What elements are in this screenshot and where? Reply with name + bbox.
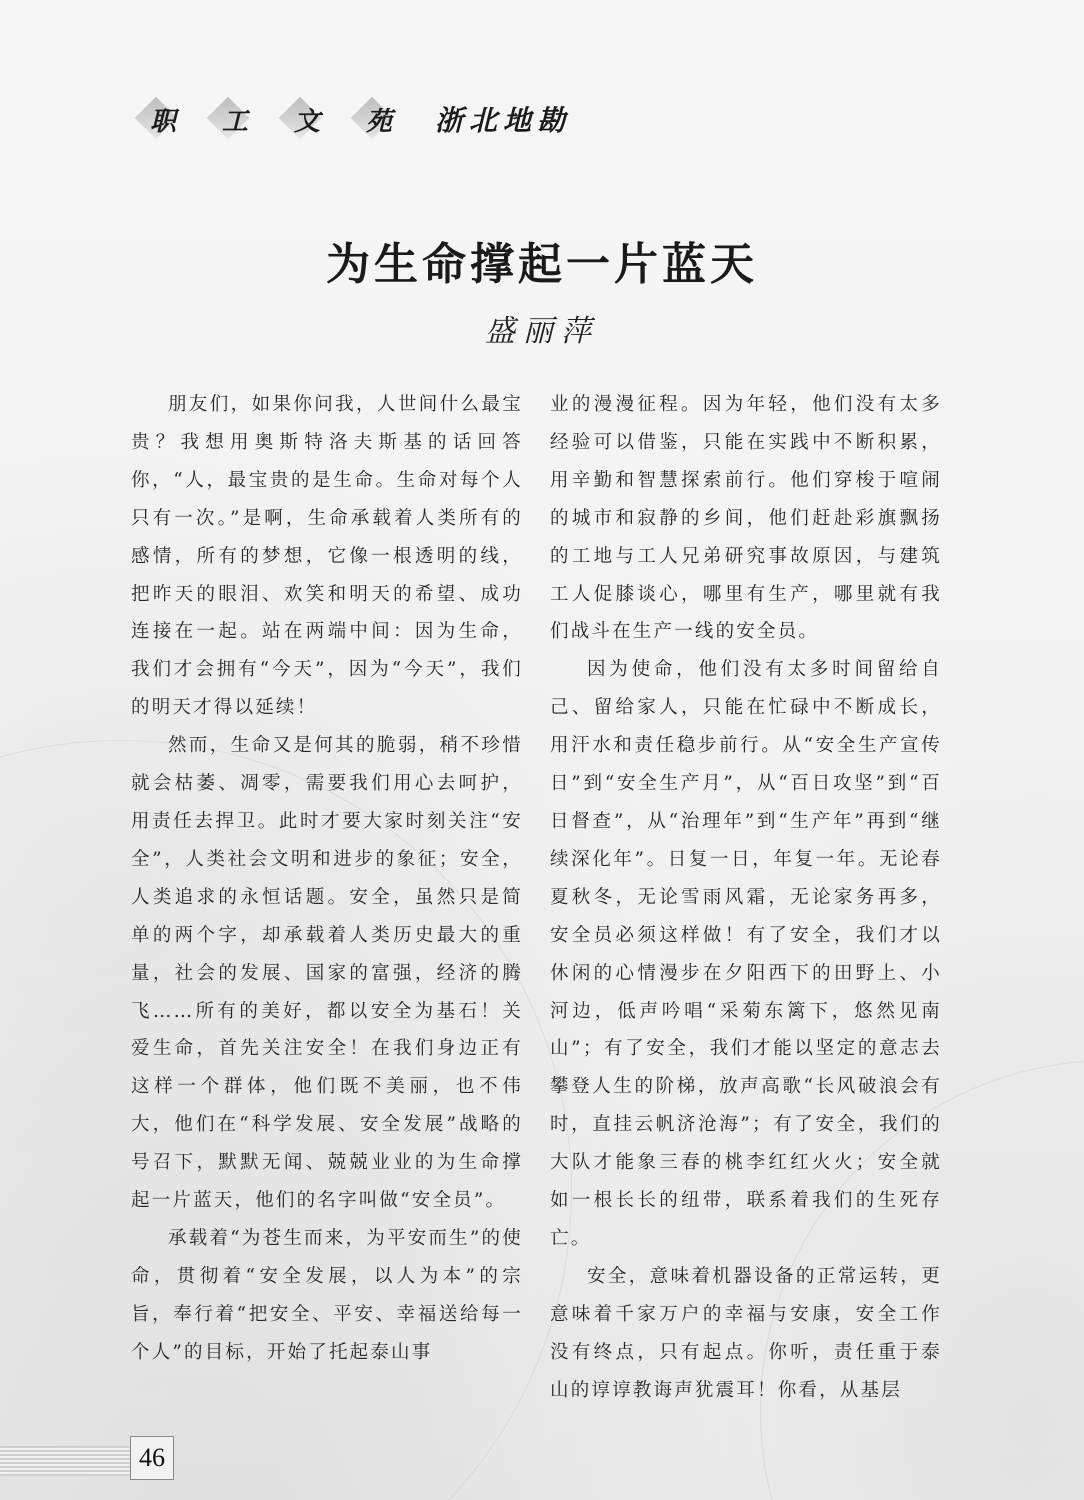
unit-name: 浙北地勘 [435, 104, 572, 137]
column-header-char: 苑 [349, 97, 409, 141]
paragraph: 然而，生命又是何其的脆弱，稍不珍惜就会枯萎、凋零，需要我们用心去呵护，用责任去捍卫。此时才要大家时刻关注“安全”，人类社会文明和进步的象征；安全，人类追求的永恒话题。安全，虽然只是简单的两个字，却承载着人类历史最大的重量，社会的发展、国家的富强，经济的腾飞……所有的美好，都以安全为基石！关爱生命，首先关注安全！在我们身边正有这样一个群体，他们既不美丽，也不伟大，他们在“科学发展、安全发展”战略的号召下，默默无闻、兢兢业业的为生命撑起一片蓝天，他们的名字叫做“安全员”。 [131, 735, 523, 1212]
column-header [133, 96, 571, 142]
article-author: 盛丽萍 [485, 314, 599, 349]
paragraph: 朋友们，如果你问我，人世间什么最宝贵？我想用奥斯特洛夫斯基的话回答你，“人，最宝贵的是生命。生命对每个人只有一次。”是啊，生命承载着人类所有的感情，所有的梦想，它像一根透明的线，把昨天的眼泪、欢笑和明天的希望、成功连接在一起。站在两端中间：因为生命，我们才会拥有“今天”，因为“今天”，我们的明天才得以延续！ [131, 394, 523, 719]
paragraph: 因为使命，他们没有太多时间留给自己、留给家人，只能在忙碌中不断成长，用汗水和责任稳步前行。从“安全生产宣传日”到“安全生产月”，从“百日攻坚”到“百日督查”，从“治理年”到“生产年”再到“继续深化年”。日复一日，年复一年。无论春夏秋冬，无论雪雨风霜，无论家务再多，安全员必须这样做！有了安全，我们才以休闲的心情漫步在夕阳西下的田野上、小河边，低声吟唱“采菊东篱下，悠然见南山”；有了安全，我们才能以坚定的意志去攀登人生的阶梯，放声高歌“长风破浪会有时，直挂云帆济沧海”；有了安全，我们的大队才能象三春的桃李红红火火；安全就如一根长长的纽带，联系着我们的生死存亡。 [550, 659, 942, 1249]
paragraph: 承载着“为苍生而来，为平安而生”的使命，贯彻着“安全发展，以人为本”的宗旨，奉行着“把安全、平安、幸福送给每一个人”的目标，开始了托起泰山事 [131, 1227, 523, 1363]
left-column [131, 386, 523, 1372]
footer-stripe [0, 1446, 134, 1476]
page-number: 46 [130, 1436, 174, 1480]
right-column [550, 386, 942, 1409]
paragraph: 安全，意味着机器设备的正常运转，更意味着千家万户的幸福与安康，安全工作没有终点，只有起点。你听，责任重于泰山的谆谆教诲声犹震耳！你看，从基层 [550, 1265, 942, 1401]
column-header-char: 文 [277, 97, 337, 141]
paragraph: 业的漫漫征程。因为年轻，他们没有太多经验可以借鉴，只能在实践中不断积累，用辛勤和智慧探索前行。他们穿梭于喧闹的城市和寂静的乡间，他们赶赴彩旗飘扬的工地与工人兄弟研究事故原因，与建筑工人促膝谈心，哪里有生产，哪里就有我们战斗在生产一线的安全员。 [550, 394, 942, 643]
column-header-char: 工 [205, 97, 265, 141]
column-header-char: 职 [133, 97, 193, 141]
article-title: 为生命撑起一片蓝天 [326, 239, 758, 290]
